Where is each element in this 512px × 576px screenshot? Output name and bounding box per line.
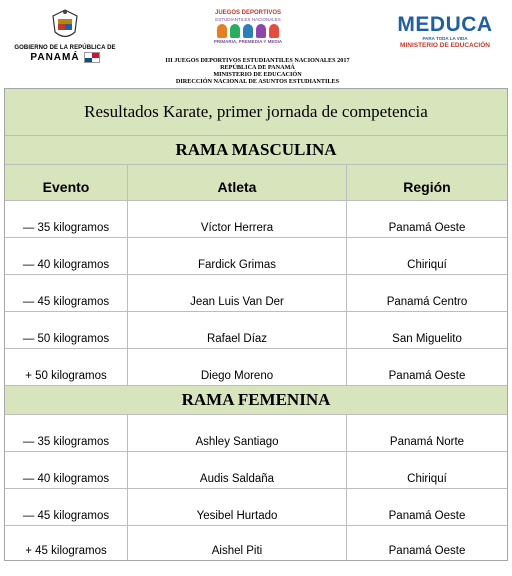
gobierno-line1: GOBIERNO DE LA REPÚBLICA DE [14,45,116,51]
juegos-logo [198,10,298,44]
section-title-femenina: RAMA FEMENINA [5,386,507,415]
table-row [5,489,507,526]
cell-evento: — 40 kilogramos [5,238,128,274]
column-header-region: Región [403,179,451,195]
results-title: Resultados Karate, primer jornada de competencia [5,89,507,136]
cell-region: Panamá Norte [389,436,465,448]
cell-evento: — 50 kilogramos [5,312,128,348]
gobierno-line2-row [10,52,120,63]
cell-atleta: Ashley Santiago [128,415,347,451]
table-row [5,452,507,489]
cell-region: Chiriquí [407,473,447,485]
cell-evento: — 45 kilogramos [5,489,128,525]
gobierno-logo [10,8,120,63]
meduca-logo [390,14,500,49]
cell-atleta: Yesibel Hurtado [128,489,347,525]
table-row [5,238,507,275]
cell-atleta: Diego Moreno [128,349,347,385]
column-header-evento: Evento [5,165,128,200]
cell-evento: — 35 kilogramos [5,415,128,451]
cell-region: Panamá Oeste [388,222,466,234]
gobierno-line2: PANAMÁ [30,52,80,63]
section-title-masculina: RAMA MASCULINA [5,136,507,165]
meduca-tagline: PARA TODA LA VIDA [422,36,468,41]
panama-flag-icon [84,52,100,63]
cell-evento: — 35 kilogramos [5,201,128,237]
cell-atleta: Audis Saldaña [128,452,347,488]
cell-atleta: Aishel Piti [128,526,347,560]
cell-region: Chiriquí [407,259,447,271]
cell-region: Panamá Oeste [388,510,466,522]
juegos-line3: PRIMARIA, PREMEDIA Y MEDIA [213,39,283,44]
cell-region: San Miguelito [392,333,462,345]
meduca-ministry: MINISTERIO DE EDUCACIÓN [400,42,490,49]
table-row [5,526,507,560]
meduca-name: MEDUCA [397,13,493,36]
event-info-line: III JUEGOS DEPORTIVOS ESTUDIANTILES NACIONALES 2017 [165,57,350,64]
cell-evento: — 45 kilogramos [5,275,128,311]
column-header-atleta: Atleta [128,165,347,200]
event-info-line: REPÚBLICA DE PANAMÁ [220,64,295,71]
cell-evento: + 45 kilogramos [5,526,128,560]
cell-atleta: Víctor Herrera [128,201,347,237]
table-row [5,201,507,238]
table-row [5,349,507,386]
column-header-row [5,165,507,201]
athletes-icon [198,24,298,38]
table-row [5,275,507,312]
cell-evento: + 50 kilogramos [5,349,128,385]
juegos-line1: JUEGOS DEPORTIVOS [214,10,281,16]
juegos-line2: ESTUDIANTILES NACIONALES [215,17,281,22]
cell-atleta: Fardick Grimas [128,238,347,274]
table-row [5,312,507,349]
cell-region: Panamá Oeste [388,370,466,382]
coat-of-arms-icon [50,8,80,42]
cell-region: Panamá Centro [386,296,468,308]
event-info-line: DIRECCIÓN NACIONAL DE ASUNTOS ESTUDIANTILES [175,78,340,85]
cell-region: Panamá Oeste [388,545,466,557]
event-info [130,57,385,85]
results-table [4,88,508,561]
cell-evento: — 40 kilogramos [5,452,128,488]
table-row [5,415,507,452]
event-info-line: MINISTERIO DE EDUCACIÓN [213,71,302,78]
cell-atleta: Jean Luis Van Der [128,275,347,311]
page-header [0,0,512,90]
cell-atleta: Rafael Díaz [128,312,347,348]
